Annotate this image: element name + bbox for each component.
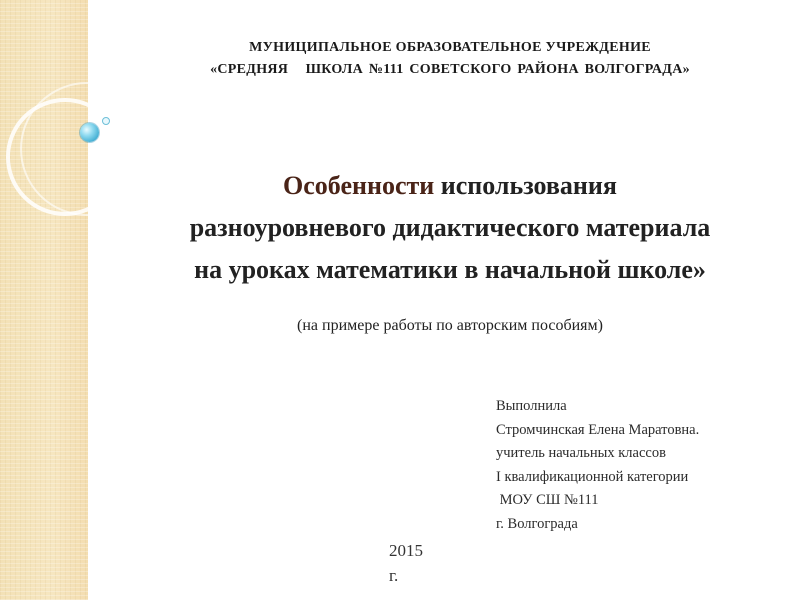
year-number: 2015 xyxy=(389,541,423,560)
slide-subtitle: (на примере работы по авторским пособиям) xyxy=(297,317,603,334)
title-accent-word: Особенности xyxy=(283,171,435,200)
title-line-3: на уроках математики в начальной школе» xyxy=(194,255,706,284)
author-position: учитель начальных классов xyxy=(496,445,666,461)
year-suffix: г. xyxy=(389,566,399,585)
author-category: I квалификационной категории xyxy=(496,468,689,485)
slide-title xyxy=(120,165,780,291)
year-label xyxy=(389,538,423,588)
bubble-icon xyxy=(80,123,99,142)
author-name: Стромчинская Елена Маратовна. xyxy=(496,421,700,438)
author-city: г. Волгограда xyxy=(496,515,578,532)
institution-header-line-2: «СРЕДНЯЯ ШКОЛА №111 СОВЕТСКОГО РАЙОНА ВОЛГОГРАДА» xyxy=(210,62,690,77)
title-line-2: разноуровневого дидактического материала xyxy=(189,213,711,242)
institution-header-line-1: МУНИЦИПАЛЬНОЕ ОБРАЗОВАТЕЛЬНОЕ УЧРЕЖДЕНИЕ xyxy=(249,40,651,55)
small-bubble-icon xyxy=(102,117,110,125)
author-block xyxy=(496,395,699,536)
title-line-1-rest: использования xyxy=(434,171,617,200)
title-line-1 xyxy=(120,165,780,207)
author-line: Выполнила xyxy=(496,398,567,414)
author-school: МОУ СШ №111 xyxy=(496,492,599,508)
